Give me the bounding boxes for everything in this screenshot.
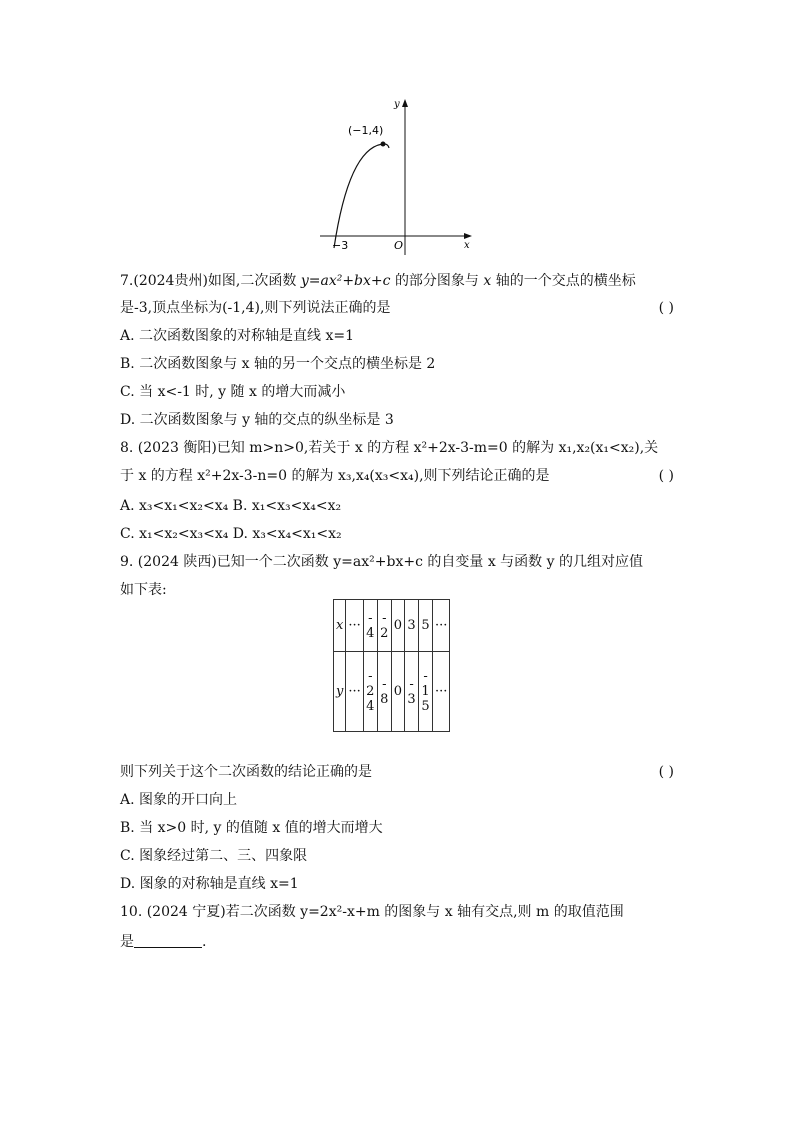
table-cell: ···: [346, 652, 363, 732]
table-cell: 0: [391, 652, 404, 732]
q7-answer-paren: ( ): [658, 300, 674, 316]
q8-answer-paren: ( ): [658, 468, 674, 484]
q9-line2-text: 如下表:: [120, 582, 167, 598]
table-cell: ···: [433, 652, 450, 732]
table-cell: -4: [363, 600, 377, 652]
table-cell: ···: [433, 600, 450, 652]
q8-line1-text: 8. (2023 衡阳)已知 m>n>0,若关于 x 的方程 x²+2x-3-m=0 的解为 x₁,x₂(x₁<x₂),关: [120, 440, 659, 456]
vertex-point: [381, 142, 386, 147]
q9-line1: [120, 550, 674, 574]
y-axis-label: y: [394, 99, 400, 110]
table-cell: x: [334, 600, 346, 652]
q7-option-c: C. 当 x<-1 时, y 随 x 的增大而减小: [120, 384, 346, 400]
parabola-curve: [334, 144, 389, 248]
table-cell: -24: [363, 652, 377, 732]
q10-line2-suffix: .: [202, 934, 207, 950]
table-cell: ···: [346, 600, 363, 652]
q8-line1: [120, 436, 674, 460]
q10-line1-text: 10. (2024 宁夏)若二次函数 y=2x²-x+m 的图象与 x 轴有交点,则 m 的取值范围: [120, 904, 624, 920]
value-table: [333, 599, 450, 732]
q7-line1: [120, 269, 674, 293]
q7-option-d: D. 二次函数图象与 y 轴的交点的纵坐标是 3: [120, 412, 394, 428]
q7-option-b: B. 二次函数图象与 x 轴的另一个交点的横坐标是 2: [120, 356, 436, 372]
table-row-y: [334, 652, 450, 732]
q9-option-d: D. 图象的对称轴是直线 x=1: [120, 876, 299, 892]
x-intercept-label: −3: [332, 239, 349, 252]
q7-line2-text: 是-3,顶点坐标为(-1,4),则下列说法正确的是: [120, 300, 391, 316]
origin-label: O: [394, 239, 404, 252]
table-cell: 5: [419, 600, 433, 652]
q7-stem-a: 如图,二次函数: [207, 273, 297, 289]
q7-stem-b: 的部分图象与: [394, 273, 479, 289]
table-cell: 0: [391, 600, 404, 652]
table-cell: y: [334, 652, 346, 732]
q9-option-b: B. 当 x>0 时, y 的值随 x 值的增大而增大: [120, 820, 383, 836]
q7-stem-c: 轴的一个交点的横坐标: [495, 273, 636, 289]
q7-line2: [120, 296, 674, 320]
x-axis-label: x: [464, 240, 470, 251]
q9-answer-paren: ( ): [658, 764, 674, 780]
q8-options-ab: A. x₃<x₁<x₂<x₄ B. x₁<x₃<x₄<x₂: [120, 498, 342, 514]
table-cell: -3: [405, 652, 419, 732]
q8-line2: [120, 464, 674, 488]
answer-blank[interactable]: [134, 933, 202, 948]
q9-question-text: 则下列关于这个二次函数的结论正确的是: [120, 764, 372, 780]
q9-question: [120, 760, 674, 784]
q8-options-cd: C. x₁<x₂<x₃<x₄ D. x₃<x₄<x₁<x₂: [120, 526, 342, 542]
q7-source: (2024贵州): [133, 273, 208, 289]
table-cell: -2: [377, 600, 391, 652]
vertex-label: (−1,4): [348, 124, 384, 137]
y-axis-arrow: [402, 99, 408, 107]
q10-line1: [120, 900, 674, 924]
q9-line1-text: 9. (2024 陕西)已知一个二次函数 y=ax²+bx+c 的自变量 x 与函数 y 的几组对应值: [120, 554, 643, 570]
q7-option-a: A. 二次函数图象的对称轴是直线 x=1: [120, 328, 354, 344]
q8-line2-text: 于 x 的方程 x²+2x-3-n=0 的解为 x₃,x₄(x₃<x₄),则下列结论正确的是: [120, 468, 550, 484]
q9-option-a: A. 图象的开口向上: [120, 792, 238, 808]
q9-option-c: C. 图象经过第二、三、四象限: [120, 848, 308, 864]
q7-func: y=ax²+bx+c: [300, 273, 391, 289]
table-cell: -15: [419, 652, 433, 732]
q7-number: 7.: [120, 273, 134, 289]
q7-x: x: [483, 273, 492, 289]
table-row-x: [334, 600, 450, 652]
table-cell: -8: [377, 652, 391, 732]
parabola-figure: [318, 90, 478, 260]
x-axis-arrow: [464, 233, 472, 239]
q10-line2-prefix: 是: [120, 934, 134, 950]
table-cell: 3: [405, 600, 419, 652]
q10-line2: [120, 930, 674, 954]
